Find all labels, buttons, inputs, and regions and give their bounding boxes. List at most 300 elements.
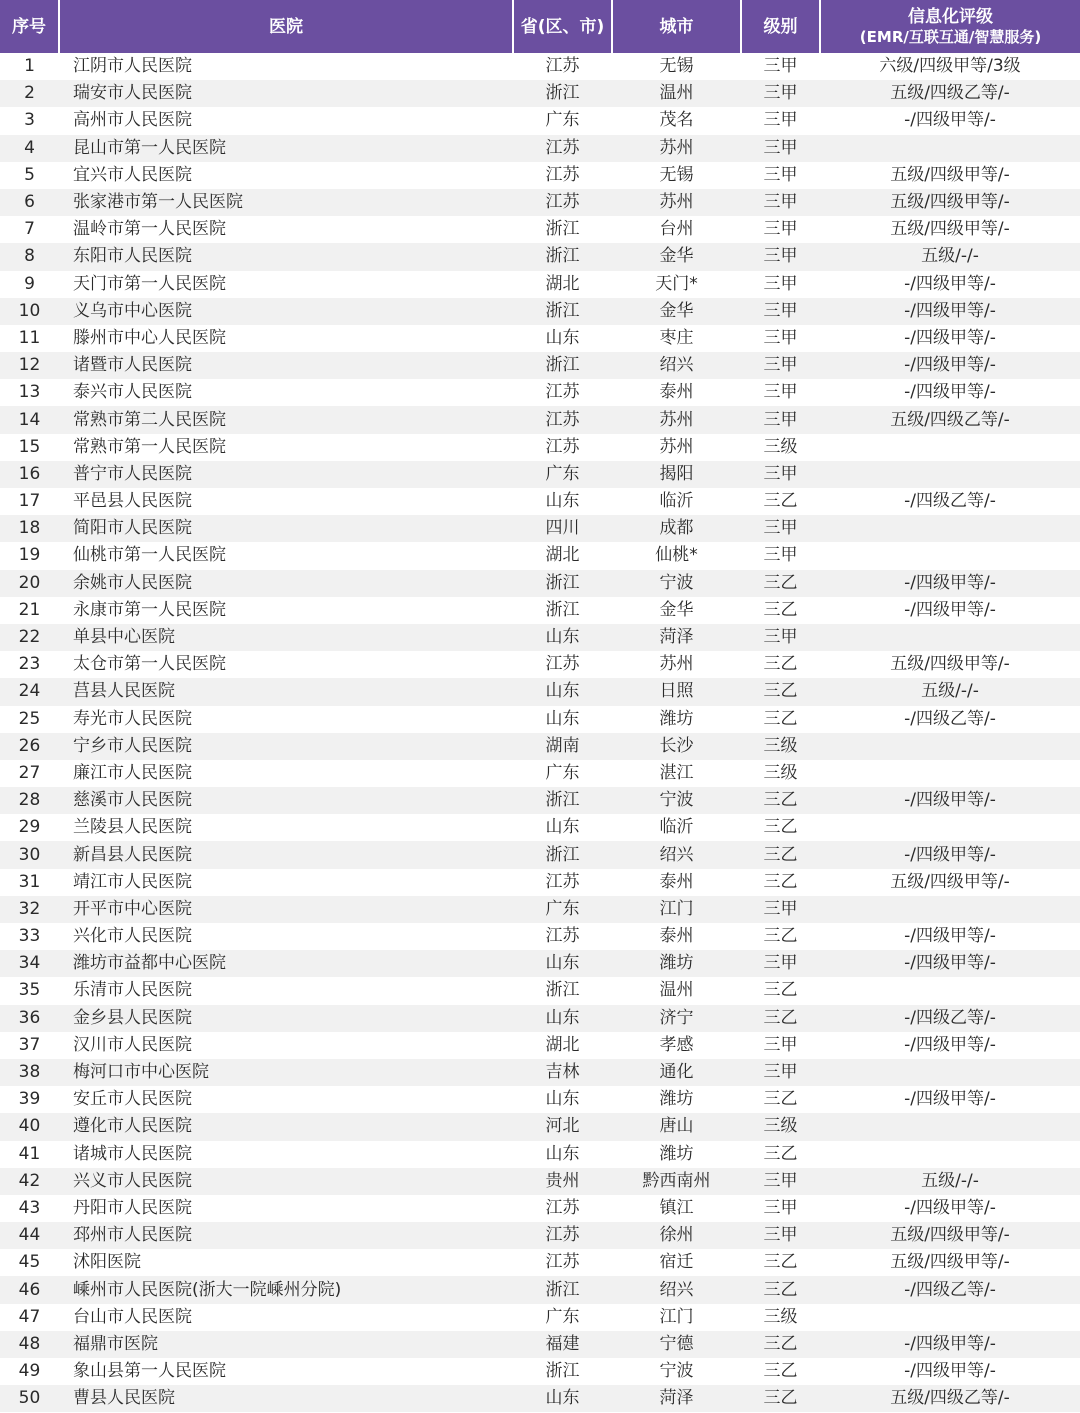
info-rating-cell: 五级/四级乙等/- — [820, 1385, 1080, 1412]
city-cell: 潍坊 — [659, 708, 694, 729]
province-cell: 福建 — [513, 1331, 612, 1358]
level-cell: 三甲 — [763, 219, 798, 240]
city-cell: 无锡 — [659, 56, 694, 77]
city-cell: 苏州 — [659, 654, 694, 675]
hospital-cell: 宁乡市人民医院 — [59, 733, 513, 760]
level-cell: 三甲 — [763, 1197, 798, 1218]
info-rating-cell: 五级/四级乙等/- — [820, 406, 1080, 433]
index-cell: 31 — [18, 871, 41, 892]
hospital-cell: 新昌县人民医院 — [59, 841, 513, 868]
info-rating-cell: -/四级甲等/- — [904, 273, 996, 294]
info-rating-cell: -/四级甲等/- — [904, 382, 996, 403]
table-row — [0, 488, 1080, 515]
city-cell: 宁德 — [612, 1331, 741, 1358]
province-cell: 广东 — [545, 762, 580, 783]
city-cell: 苏州 — [612, 189, 741, 216]
level-cell: 三乙 — [763, 1143, 798, 1164]
province-cell: 江苏 — [545, 1252, 580, 1273]
level-cell: 三甲 — [763, 382, 798, 403]
info-rating-cell: 五级/四级甲等/- — [890, 164, 1010, 185]
level-cell: 三甲 — [741, 950, 820, 977]
index-cell: 21 — [18, 599, 41, 620]
level-cell: 三甲 — [741, 298, 820, 325]
table-row — [0, 1032, 1080, 1059]
header-city: 城市 — [612, 0, 741, 53]
table-row — [0, 1005, 1080, 1032]
city-cell: 菏泽 — [612, 624, 741, 651]
info-rating-cell: 五级/-/- — [820, 243, 1080, 270]
info-rating-cell: 五级/四级甲等/- — [890, 1252, 1010, 1273]
province-cell: 湖南 — [513, 733, 612, 760]
table-row — [0, 1168, 1080, 1195]
hospital-cell: 廉江市人民医院 — [73, 762, 192, 783]
hospital-cell: 仙桃市第一人民医院 — [73, 545, 226, 566]
info-rating-cell: 五级/四级甲等/- — [890, 219, 1010, 240]
province-cell: 浙江 — [513, 352, 612, 379]
table-header — [0, 0, 1080, 53]
index-cell: 32 — [0, 896, 59, 923]
table-row — [0, 923, 1080, 950]
city-cell: 金华 — [612, 243, 741, 270]
hospital-cell: 汉川市人民医院 — [73, 1034, 192, 1055]
province-cell: 山东 — [513, 950, 612, 977]
city-cell: 潍坊 — [659, 1143, 694, 1164]
level-cell: 三乙 — [763, 491, 798, 512]
province-cell: 湖北 — [545, 1034, 580, 1055]
table-row — [0, 189, 1080, 216]
province-cell: 浙江 — [513, 787, 612, 814]
index-cell: 6 — [0, 189, 59, 216]
index-cell: 28 — [0, 787, 59, 814]
province-cell: 湖北 — [545, 545, 580, 566]
table-row — [0, 162, 1080, 189]
info-rating-cell: -/四级乙等/- — [904, 708, 996, 729]
table-row — [0, 760, 1080, 787]
hospital-cell: 东阳市人民医院 — [59, 243, 513, 270]
table-row — [0, 1086, 1080, 1113]
table-row — [0, 53, 1080, 80]
province-cell: 浙江 — [545, 980, 580, 1001]
level-cell: 三甲 — [763, 56, 798, 77]
info-rating-cell: 五级/四级甲等/- — [820, 189, 1080, 216]
hospital-cell: 义乌市中心医院 — [59, 298, 513, 325]
province-cell: 山东 — [513, 624, 612, 651]
province-cell: 广东 — [545, 1306, 580, 1327]
table-row — [0, 624, 1080, 651]
province-cell: 广东 — [545, 110, 580, 131]
city-cell: 苏州 — [659, 436, 694, 457]
province-cell: 广东 — [513, 461, 612, 488]
info-rating-cell — [820, 760, 1080, 787]
table-row — [0, 1195, 1080, 1222]
hospital-cell: 昆山市第一人民医院 — [59, 135, 513, 162]
info-rating-cell: -/四级甲等/- — [904, 110, 996, 131]
level-cell: 三甲 — [763, 273, 798, 294]
level-cell: 三乙 — [741, 841, 820, 868]
province-cell: 广东 — [513, 896, 612, 923]
hospital-cell: 兴化市人民医院 — [73, 926, 192, 947]
hospital-cell: 邳州市人民医院 — [59, 1222, 513, 1249]
index-cell: 44 — [0, 1222, 59, 1249]
province-cell: 江苏 — [545, 382, 580, 403]
index-cell: 47 — [18, 1306, 41, 1327]
hospital-cell: 潍坊市益都中心医院 — [59, 950, 513, 977]
level-cell: 三乙 — [741, 1331, 820, 1358]
level-cell: 三甲 — [763, 1034, 798, 1055]
index-cell: 48 — [0, 1331, 59, 1358]
province-cell: 山东 — [513, 1385, 612, 1412]
index-cell: 42 — [0, 1168, 59, 1195]
info-rating-cell: -/四级甲等/- — [820, 1331, 1080, 1358]
level-cell: 三级 — [763, 762, 798, 783]
city-cell: 天门* — [655, 273, 698, 294]
index-cell: 19 — [18, 545, 41, 566]
hospital-cell: 诸城市人民医院 — [73, 1143, 192, 1164]
city-cell: 临沂 — [659, 491, 694, 512]
level-cell: 三乙 — [763, 708, 798, 729]
city-cell: 苏州 — [612, 406, 741, 433]
level-cell: 三甲 — [741, 1168, 820, 1195]
table-row — [0, 597, 1080, 624]
province-cell: 江苏 — [545, 436, 580, 457]
info-rating-cell: -/四级甲等/- — [904, 1089, 996, 1110]
index-cell: 4 — [0, 135, 59, 162]
table-row — [0, 461, 1080, 488]
city-cell: 宁波 — [612, 787, 741, 814]
hospital-cell: 太仓市第一人民医院 — [73, 654, 226, 675]
level-cell: 三甲 — [763, 327, 798, 348]
table-row — [0, 542, 1080, 569]
index-cell: 35 — [18, 980, 41, 1001]
index-cell: 29 — [18, 817, 41, 838]
city-cell: 宿迁 — [659, 1252, 694, 1273]
city-cell: 金华 — [612, 298, 741, 325]
hospital-cell: 安丘市人民医院 — [73, 1089, 192, 1110]
city-cell: 绍兴 — [612, 841, 741, 868]
level-cell: 三级 — [741, 733, 820, 760]
table-row — [0, 869, 1080, 896]
index-cell: 9 — [24, 273, 35, 294]
province-cell: 山东 — [513, 678, 612, 705]
hospital-cell: 张家港市第一人民医院 — [59, 189, 513, 216]
info-rating-cell — [820, 1059, 1080, 1086]
hospital-cell: 常熟市第一人民医院 — [73, 436, 226, 457]
province-cell: 湖北 — [545, 273, 580, 294]
hospital-cell: 丹阳市人民医院 — [73, 1197, 192, 1218]
info-rating-cell: -/四级甲等/- — [904, 327, 996, 348]
header-info-title: 信息化评级 — [908, 6, 993, 27]
table-row — [0, 950, 1080, 977]
hospital-cell: 泰兴市人民医院 — [73, 382, 192, 403]
hospital-cell: 寿光市人民医院 — [73, 708, 192, 729]
province-cell: 浙江 — [513, 243, 612, 270]
info-rating-cell — [820, 977, 1080, 1004]
table-row — [0, 1222, 1080, 1249]
city-cell: 徐州 — [612, 1222, 741, 1249]
hospital-cell: 永康市第一人民医院 — [73, 599, 226, 620]
city-cell: 金华 — [659, 599, 694, 620]
city-cell: 温州 — [612, 80, 741, 107]
table-row — [0, 406, 1080, 433]
table-row — [0, 1304, 1080, 1331]
table-row — [0, 841, 1080, 868]
city-cell: 枣庄 — [659, 327, 694, 348]
city-cell: 日照 — [612, 678, 741, 705]
level-cell: 三级 — [763, 1306, 798, 1327]
table-row — [0, 651, 1080, 678]
header-hospital: 医院 — [59, 0, 513, 53]
info-rating-cell — [820, 1304, 1080, 1331]
hospital-cell: 诸暨市人民医院 — [59, 352, 513, 379]
hospital-cell: 开平市中心医院 — [59, 896, 513, 923]
city-cell: 长沙 — [612, 733, 741, 760]
table-row — [0, 515, 1080, 542]
index-cell: 16 — [0, 461, 59, 488]
info-rating-cell: -/四级甲等/- — [820, 787, 1080, 814]
level-cell: 三乙 — [741, 1276, 820, 1303]
info-rating-cell — [820, 624, 1080, 651]
level-cell: 三乙 — [741, 678, 820, 705]
header-info-rating — [820, 0, 1080, 53]
level-cell: 三甲 — [741, 135, 820, 162]
province-cell: 浙江 — [545, 219, 580, 240]
info-rating-cell — [820, 814, 1080, 841]
index-cell: 25 — [18, 708, 41, 729]
hospital-cell: 嵊州市人民医院(浙大一院嵊州分院) — [59, 1276, 513, 1303]
info-rating-cell — [820, 515, 1080, 542]
table-row — [0, 787, 1080, 814]
index-cell: 12 — [0, 352, 59, 379]
table-row — [0, 1358, 1080, 1385]
table-row — [0, 1249, 1080, 1276]
table-row — [0, 678, 1080, 705]
info-rating-cell: 五级/-/- — [820, 678, 1080, 705]
level-cell: 三甲 — [741, 1059, 820, 1086]
index-cell: 5 — [24, 164, 35, 185]
city-cell: 临沂 — [659, 817, 694, 838]
index-cell: 3 — [24, 110, 35, 131]
hospital-cell: 福鼎市医院 — [59, 1331, 513, 1358]
info-rating-cell: -/四级甲等/- — [820, 841, 1080, 868]
city-cell: 济宁 — [612, 1005, 741, 1032]
index-cell: 8 — [0, 243, 59, 270]
level-cell: 三甲 — [741, 515, 820, 542]
province-cell: 浙江 — [545, 599, 580, 620]
info-rating-cell: 五级/四级甲等/- — [890, 654, 1010, 675]
index-cell: 41 — [18, 1143, 41, 1164]
level-cell: 三乙 — [741, 1005, 820, 1032]
city-cell: 镇江 — [659, 1197, 694, 1218]
province-cell: 山东 — [545, 1143, 580, 1164]
city-cell: 泰州 — [659, 382, 694, 403]
city-cell: 湛江 — [659, 762, 694, 783]
province-cell: 浙江 — [513, 1276, 612, 1303]
table-row — [0, 80, 1080, 107]
table-row — [0, 107, 1080, 134]
city-cell: 菏泽 — [612, 1385, 741, 1412]
table-row — [0, 1385, 1080, 1412]
info-rating-cell: -/四级甲等/- — [904, 599, 996, 620]
index-cell: 26 — [0, 733, 59, 760]
hospital-cell: 金乡县人民医院 — [59, 1005, 513, 1032]
header-info-subtitle: (EMR/互联互通/智慧服务) — [859, 27, 1042, 46]
index-cell: 43 — [18, 1197, 41, 1218]
province-cell: 江苏 — [545, 56, 580, 77]
table-row — [0, 379, 1080, 406]
index-cell: 40 — [0, 1113, 59, 1140]
city-cell: 泰州 — [659, 926, 694, 947]
province-cell: 浙江 — [545, 1361, 580, 1382]
city-cell: 黔西南州 — [612, 1168, 741, 1195]
city-cell: 唐山 — [612, 1113, 741, 1140]
level-cell: 三乙 — [763, 1252, 798, 1273]
info-rating-cell — [820, 1113, 1080, 1140]
hospital-cell: 兴义市人民医院 — [59, 1168, 513, 1195]
info-rating-cell: -/四级甲等/- — [820, 352, 1080, 379]
province-cell: 山东 — [545, 327, 580, 348]
level-cell: 三甲 — [763, 164, 798, 185]
province-cell: 江苏 — [513, 1222, 612, 1249]
index-cell: 23 — [18, 654, 41, 675]
index-cell: 46 — [0, 1276, 59, 1303]
table-row — [0, 135, 1080, 162]
header-index: 序号 — [0, 0, 59, 53]
province-cell: 江苏 — [513, 189, 612, 216]
table-row — [0, 706, 1080, 733]
table-row — [0, 1113, 1080, 1140]
table-row — [0, 1141, 1080, 1168]
hospital-cell: 慈溪市人民医院 — [59, 787, 513, 814]
level-cell: 三乙 — [763, 1361, 798, 1382]
level-cell: 三乙 — [741, 1385, 820, 1412]
province-cell: 江苏 — [545, 1197, 580, 1218]
province-cell: 江苏 — [513, 135, 612, 162]
province-cell: 吉林 — [513, 1059, 612, 1086]
info-rating-cell: -/四级甲等/- — [904, 926, 996, 947]
hospital-cell: 梅河口市中心医院 — [59, 1059, 513, 1086]
level-cell: 三乙 — [763, 1089, 798, 1110]
hospital-cell: 遵化市人民医院 — [59, 1113, 513, 1140]
index-cell: 37 — [18, 1034, 41, 1055]
index-cell: 13 — [18, 382, 41, 403]
province-cell: 浙江 — [513, 570, 612, 597]
level-cell: 三乙 — [763, 817, 798, 838]
hospital-cell: 宜兴市人民医院 — [73, 164, 192, 185]
info-rating-cell: -/四级甲等/- — [904, 1361, 996, 1382]
level-cell: 三甲 — [741, 80, 820, 107]
city-cell: 泰州 — [659, 871, 694, 892]
hospital-cell: 高州市人民医院 — [73, 110, 192, 131]
table-row — [0, 1276, 1080, 1303]
info-rating-cell — [820, 542, 1080, 569]
info-rating-cell: 五级/四级甲等/- — [890, 871, 1010, 892]
province-cell: 江苏 — [545, 164, 580, 185]
info-rating-cell: -/四级乙等/- — [820, 1005, 1080, 1032]
table-row — [0, 243, 1080, 270]
city-cell: 宁波 — [612, 570, 741, 597]
table-row — [0, 352, 1080, 379]
city-cell: 绍兴 — [612, 352, 741, 379]
index-cell: 34 — [0, 950, 59, 977]
info-rating-cell — [820, 135, 1080, 162]
header-province: 省(区、市) — [513, 0, 612, 53]
level-cell: 三甲 — [741, 624, 820, 651]
hospital-cell: 乐清市人民医院 — [73, 980, 192, 1001]
province-cell: 山东 — [513, 1005, 612, 1032]
hospital-cell: 沭阳医院 — [73, 1252, 141, 1273]
index-cell: 22 — [0, 624, 59, 651]
level-cell: 三甲 — [741, 243, 820, 270]
hospital-cell: 余姚市人民医院 — [59, 570, 513, 597]
province-cell: 浙江 — [513, 841, 612, 868]
level-cell: 三甲 — [763, 545, 798, 566]
level-cell: 三级 — [741, 1113, 820, 1140]
province-cell: 浙江 — [513, 80, 612, 107]
info-rating-cell: -/四级甲等/- — [904, 1034, 996, 1055]
hospital-cell: 莒县人民医院 — [59, 678, 513, 705]
province-cell: 山东 — [545, 817, 580, 838]
index-cell: 30 — [0, 841, 59, 868]
info-rating-cell: -/四级甲等/- — [904, 1197, 996, 1218]
level-cell: 三甲 — [741, 1222, 820, 1249]
index-cell: 27 — [18, 762, 41, 783]
city-cell: 通化 — [612, 1059, 741, 1086]
province-cell: 浙江 — [513, 298, 612, 325]
index-cell: 38 — [0, 1059, 59, 1086]
info-rating-cell — [820, 1141, 1080, 1168]
info-rating-cell: -/四级甲等/- — [820, 298, 1080, 325]
hospital-cell: 天门市第一人民医院 — [73, 273, 226, 294]
info-rating-cell: 五级/四级甲等/- — [820, 1222, 1080, 1249]
info-rating-cell — [820, 896, 1080, 923]
city-cell: 潍坊 — [659, 1089, 694, 1110]
hospital-cell: 江阴市人民医院 — [73, 56, 192, 77]
index-cell: 39 — [18, 1089, 41, 1110]
level-cell: 三乙 — [763, 980, 798, 1001]
level-cell: 三乙 — [741, 570, 820, 597]
table-row — [0, 814, 1080, 841]
info-rating-cell: -/四级乙等/- — [820, 1276, 1080, 1303]
city-cell: 揭阳 — [612, 461, 741, 488]
info-rating-cell: 六级/四级甲等/3级 — [879, 56, 1021, 77]
hospital-cell: 简阳市人民医院 — [59, 515, 513, 542]
level-cell: 三甲 — [741, 352, 820, 379]
city-cell: 孝感 — [659, 1034, 694, 1055]
header-level: 级别 — [741, 0, 820, 53]
hospital-cell: 靖江市人民医院 — [73, 871, 192, 892]
city-cell: 茂名 — [659, 110, 694, 131]
province-cell: 河北 — [513, 1113, 612, 1140]
province-cell: 山东 — [545, 491, 580, 512]
table-row — [0, 434, 1080, 461]
info-rating-cell — [820, 434, 1080, 461]
province-cell: 四川 — [513, 515, 612, 542]
level-cell: 三级 — [763, 436, 798, 457]
level-cell: 三甲 — [741, 896, 820, 923]
province-cell: 江苏 — [545, 926, 580, 947]
index-cell: 33 — [18, 926, 41, 947]
level-cell: 三甲 — [741, 406, 820, 433]
level-cell: 三甲 — [763, 110, 798, 131]
index-cell: 15 — [18, 436, 41, 457]
city-cell: 苏州 — [612, 135, 741, 162]
index-cell: 50 — [0, 1385, 59, 1412]
level-cell: 三乙 — [763, 654, 798, 675]
hospital-cell: 象山县第一人民医院 — [73, 1361, 226, 1382]
level-cell: 三甲 — [741, 189, 820, 216]
table-row — [0, 271, 1080, 298]
info-rating-cell: -/四级甲等/- — [820, 950, 1080, 977]
